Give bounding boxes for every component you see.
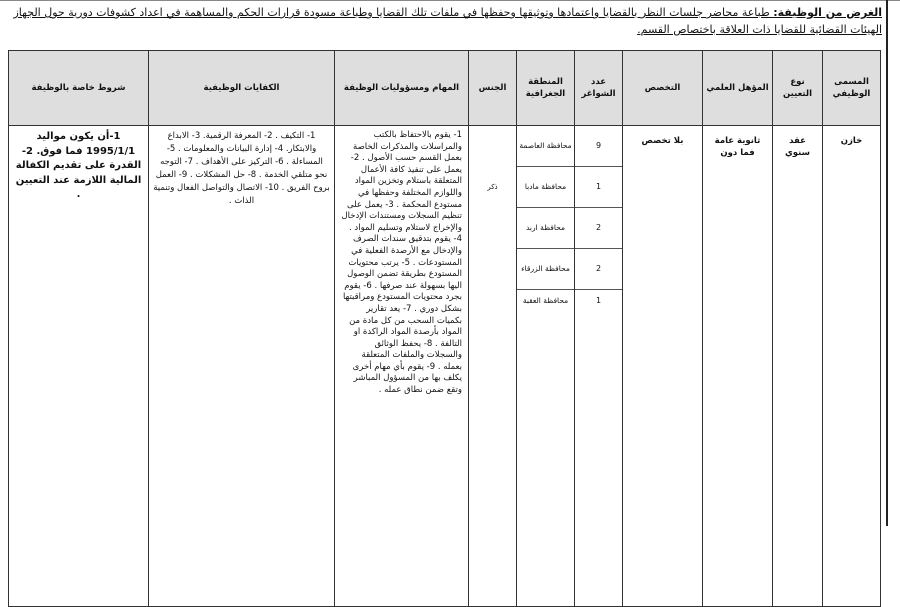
header-appointment-type: نوع التعيين <box>773 51 823 126</box>
header-tasks: المهام ومسؤوليات الوظيفة <box>335 51 469 126</box>
header-conditions: شروط خاصة بالوظيفة <box>9 51 149 126</box>
region-cell <box>517 126 575 607</box>
header-qualification: المؤهل العلمي <box>703 51 773 126</box>
region-name: محافظة اربد <box>517 208 574 249</box>
specialization-cell: بلا تخصص <box>623 126 703 607</box>
region-name: محافظة العقبة <box>522 296 569 305</box>
top-rule <box>0 0 900 1</box>
vacancy-count: 2 <box>575 208 622 249</box>
vacancy-count: 2 <box>575 249 622 290</box>
conditions-cell: 1-أن يكون مواليد 1995/1/1 فما فوق. 2- القدرة على تقديم الكفالة المالية اللازمة عند التعيين . <box>9 126 149 607</box>
vacancy-count: 9 <box>575 126 622 167</box>
header-gender: الجنس <box>469 51 517 126</box>
header-vacancies: عدد الشواغر <box>575 51 623 126</box>
job-purpose-text: طباعة محاضر جلسات النظر بالقضايا واعتمادها وتوثيقها وحفظها في ملفات تلك القضايا وطباعة مسودة قرارات الحكم والمساهمة في اعداد كشوفات دورية حول الجهاز الهيئات القضائية للقضايا ذات العلاقة باختصاص القسم. <box>13 6 882 36</box>
header-specialization: التخصص <box>623 51 703 126</box>
region-name: محافظة الزرقاء <box>517 249 574 290</box>
gender-cell: ذكر <box>469 126 517 607</box>
header-region: المنطقة الجغرافية <box>517 51 575 126</box>
appointment-type-cell: عقد سنوي <box>773 126 823 607</box>
tasks-cell: 1- يقوم بالاحتفاظ بالكتب والمراسلات والمذكرات الخاصة بعمل القسم حسب الأصول . 2- يعمل على تنفيذ كافة الأعمال المتعلقة باستلام وتخزين المواد واللوازم المختلفة وحفظها في مستودع المحكمة . 3- يعمل على تنظيم السجلات ومستندات الإدخال والإخراج لاستلام وتسليم المواد . 4- يقوم بتدقيق سندات الصرف والإدخال مع الأرصدة الفعلية في المستودعات . 5- يرتب محتويات المستودع بطريقة تضمن الوصول اليها بسهولة عند صرفها . 6- يقوم بجرد محتويات المستودع ومراقبتها بشكل دوري . 7- يعد تقارير بكميات السحب من كل مادة من المواد بأرصدة المواد الراكدة او التالفة . 8- يحفظ الوثائق والسجلات والملفات المتعلقة بعمله . 9- يقوم بأي مهام أخرى يكلف بها من المسؤول المباشر وتقع ضمن نطاق عمله . <box>335 126 469 607</box>
right-margin-line <box>886 0 888 526</box>
table-row <box>9 126 881 607</box>
header-job-title: المسمى الوظيفي <box>823 51 881 126</box>
job-description-table <box>8 50 881 607</box>
job-purpose-paragraph <box>8 4 882 38</box>
region-name: محافظة العاصمة <box>517 126 574 167</box>
competencies-cell: 1- التكيف . 2- المعرفة الرقمية. 3- الابداع والابتكار. 4- إدارة البيانات والمعلومات . 5- المساءلة . 6- التركيز على الأهداف . 7- التوجه نحو متلقي الخدمة . 8- حل المشكلات . 9- العمل بروح الفريق . 10- الاتصال والتواصل الفعال وتنمية الذات . <box>149 126 335 607</box>
job-purpose-label: الغرض من الوظيفة: <box>773 6 882 19</box>
qualification-cell: ثانوية عامة فما دون <box>703 126 773 607</box>
table-header-row <box>9 51 881 126</box>
vacancy-count: 1 <box>575 167 622 208</box>
region-name: محافظة مادبا <box>517 167 574 208</box>
vacancies-cell <box>575 126 623 607</box>
job-title-cell: خازن <box>823 126 881 607</box>
vacancy-count: 1 <box>595 296 602 305</box>
header-competencies: الكفايات الوظيفية <box>149 51 335 126</box>
